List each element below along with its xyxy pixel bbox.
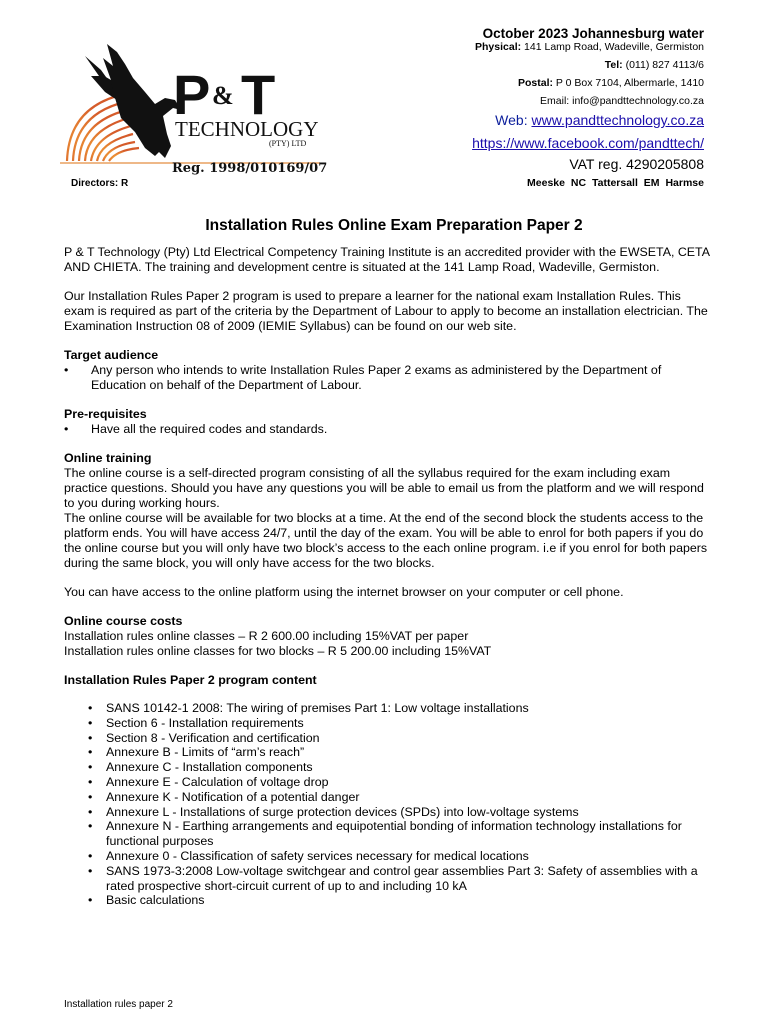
facebook-link[interactable]: https://www.facebook.com/pandttech/	[472, 135, 704, 151]
paragraph: The online course is a self-directed program consisting of all the syllabus required for the exam including exam practice questions. Should you have any questions you will be able to email us from the platform and we will respond to you during working hours.	[64, 466, 704, 510]
svg-text:P: P	[173, 63, 211, 126]
svg-text:TECHNOLOGY: TECHNOLOGY	[175, 117, 319, 141]
list-item: • SANS 1973-3:2008 Low-voltage switchgear and control gear assemblies Part 3: Safety of assemblies with a rated prospective short-circuit current of up to and including 10 kA	[64, 864, 714, 894]
list-item: • Basic calculations	[64, 893, 714, 908]
list-item: • Annexure N - Earthing arrangements and equipotential bonding of information technology installations for functional purposes	[64, 819, 714, 849]
facebook	[472, 136, 704, 150]
section-heading: Installation Rules Paper 2 program content	[64, 673, 317, 687]
program-content-section	[64, 673, 714, 908]
svg-text:(PTY) LTD: (PTY) LTD	[269, 139, 307, 148]
cost-line: Installation rules online classes for two blocks – R 5 200.00 including 15%VAT	[64, 644, 492, 658]
email-address: Email: info@pandttechnology.co.za	[540, 95, 704, 107]
postal-address: Postal: P 0 Box 7104, Albermarle, 1410	[517, 77, 704, 89]
cost-line: Installation rules online classes – R 2 600.00 including 15%VAT per paper	[64, 629, 469, 643]
document-body	[64, 218, 714, 908]
section-heading: Target audience	[64, 348, 159, 362]
list-item: • Have all the required codes and standards.	[64, 422, 714, 437]
list-item: • Any person who intends to write Installation Rules Paper 2 exams as administered by the Department of Education on behalf of the Department of Labour.	[64, 363, 714, 393]
list-item: • Annexure 0 - Classification of safety services necessary for medical locations	[64, 849, 714, 864]
section-heading: Online course costs	[64, 614, 183, 628]
target-audience-section	[64, 348, 714, 393]
list-item: • Section 6 - Installation requirements	[64, 716, 714, 731]
list-item: • SANS 10142-1 2008: The wiring of premises Part 1: Low voltage installations	[64, 701, 714, 716]
website: Web: www.pandttechnology.co.za	[495, 112, 704, 128]
paragraph: You can have access to the online platform using the internet browser on your computer or cell phone.	[64, 585, 624, 599]
section-heading: Pre-requisites	[64, 407, 147, 421]
list-item: • Annexure C - Installation components	[64, 760, 714, 775]
list-item: • Annexure K - Notification of a potential danger	[64, 790, 714, 805]
online-training-section	[64, 451, 714, 571]
letterhead-title: October 2023 Johannesburg water	[482, 26, 704, 41]
vat-number: VAT reg. 4290205808	[569, 156, 704, 172]
section-heading: Online training	[64, 451, 152, 465]
registration-number: Reg. 1998/010169/07	[172, 161, 328, 176]
paragraph: The online course will be available for two blocks at a time. At the end of the second block the students access to the platform ends. You will have access 24/7, until the day of the exam. You will be able to enrol for both papers if you do the online course but you will only have two block’s access to the each online program. i.e if you enrol for both papers during the same block, you will only have access for the two blocks.	[64, 511, 708, 570]
svg-text:T: T	[241, 63, 276, 126]
website-link[interactable]: www.pandttechnology.co.za	[531, 112, 704, 128]
page-footer: Installation rules paper 2	[64, 999, 173, 1010]
telephone: Tel: (011) 827 4113/6	[604, 59, 704, 71]
list-item: • Annexure B - Limits of “arm’s reach”	[64, 745, 714, 760]
intro-paragraph: Our Installation Rules Paper 2 program is used to prepare a learner for the national exam Installation Rules. This exam is required as part of the criteria by the Department of Labour to apply to become an installation electrician. The Examination Instruction 08 of 2009 (IEMIE Syllabus) can be found on our web site.	[64, 289, 708, 333]
prerequisites-section	[64, 407, 714, 437]
document-title: Installation Rules Online Exam Preparation Paper 2	[205, 217, 583, 234]
course-costs-section	[64, 614, 714, 659]
list-item: • Annexure L - Installations of surge protection devices (SPDs) into low-voltage systems	[64, 805, 714, 820]
intro-paragraph: P & T Technology (Pty) Ltd Electrical Competency Training Institute is an accredited provider with the EWSETA, CETA AND CHIETA. The training and development centre is situated at the 141 Lamp Road, Wadeville, Germiston.	[64, 245, 710, 274]
svg-text:&: &	[212, 81, 234, 110]
physical-address: Physical: 141 Lamp Road, Wadeville, Germiston	[475, 41, 704, 53]
list-item: • Section 8 - Verification and certification	[64, 731, 714, 746]
list-item: • Annexure E - Calculation of voltage drop	[64, 775, 714, 790]
directors-label: Directors: R	[71, 178, 129, 189]
directors-names: Meeske NC Tattersall EM Harmse	[527, 177, 704, 189]
